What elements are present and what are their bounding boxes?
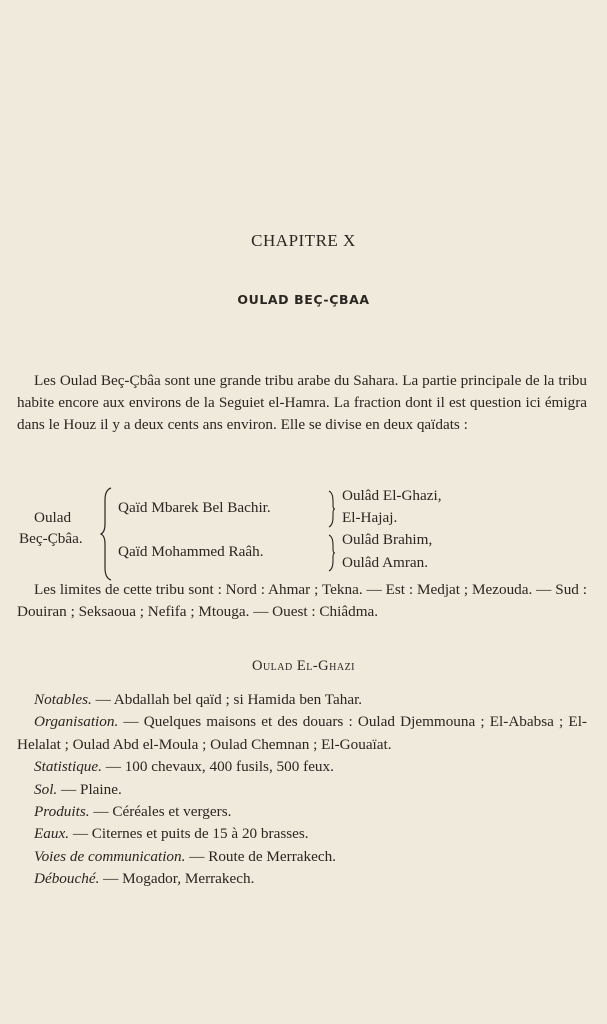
- entry-key: Notables.: [34, 691, 92, 708]
- limits-paragraph: [17, 579, 587, 623]
- right-brace-1-icon: [326, 489, 336, 529]
- right-brace-2-icon: [326, 533, 336, 573]
- entry-key: Débouché.: [34, 870, 100, 888]
- entry-voies: [17, 846, 587, 868]
- entry-text: — Quelques maisons et des douars : Oulad Djemmouna ; El-Ababsa ; El-Helalat ; Oulad Abd el-Moula ; Oulad Chemnan ; El-Gouaïat.: [17, 713, 587, 753]
- fraction-2a: Oulâd Brahim,: [342, 531, 433, 548]
- subsection-heading: Oulad El-Ghazi: [251, 658, 356, 674]
- entry-statistique: [17, 756, 587, 778]
- entries-list: [17, 689, 587, 891]
- chapter-heading: CHAPITRE X: [251, 231, 356, 250]
- entry-text: — Route de Merrakech.: [185, 847, 336, 865]
- entry-debouche: [17, 868, 587, 890]
- entry-key: Produits.: [34, 803, 90, 821]
- fraction-1b: El-Hajaj.: [342, 509, 398, 526]
- entry-key: Sol.: [34, 780, 58, 798]
- tribe-name-line1: Oulad: [34, 509, 72, 526]
- entry-key: Statistique.: [34, 758, 102, 776]
- entry-produits: [17, 801, 587, 823]
- entry-key: Voies de communication.: [34, 847, 186, 865]
- entry-notables: [17, 689, 587, 711]
- fraction-2b: Oulâd Amran.: [342, 554, 429, 571]
- entry-key: Organisation.: [34, 713, 119, 731]
- section-title: OULAD BEÇ-ÇBAA: [237, 292, 370, 307]
- entry-text: — Abdallah bel qaïd ; si Hamida ben Tahar.: [91, 691, 363, 708]
- left-brace-icon: [99, 486, 115, 582]
- entry-text: — Mogador, Merrakech.: [99, 870, 255, 888]
- entry-eaux: [17, 823, 587, 845]
- entry-text: — Céréales et vergers.: [89, 803, 232, 821]
- intro-text: Les Oulad Beç-Çbâa sont une grande tribu arabe du Sahara. La partie principale de la tribu habite encore aux environs de la Seguiet el-Hamra. La fraction dont il est question ici émigra dans le Houz il y a deux cents ans environ. Elle se divise en deux qaïdats :: [17, 372, 587, 433]
- entry-text: — Citernes et puits de 15 à 20 brasses.: [69, 825, 309, 843]
- limits-text: Les limites de cette tribu sont : Nord : Ahmar ; Tekna. — Est : Medjat ; Mezouda. — Sud : Douiran ; Seksaoua ; Nefifa ; Mtouga. — Ouest : Chiâdma.: [17, 581, 587, 620]
- intro-paragraph: [17, 370, 587, 435]
- tribe-name-line2: Beç-Çbâa.: [19, 530, 83, 547]
- qaidat-2-name: Qaïd Mohammed Raâh.: [118, 543, 264, 560]
- entry-text: — 100 chevaux, 400 fusils, 500 feux.: [101, 758, 334, 776]
- entry-sol: [17, 779, 587, 801]
- entry-organisation: [17, 711, 587, 756]
- qaidat-1-name: Qaïd Mbarek Bel Bachir.: [118, 499, 271, 516]
- fraction-1a: Oulâd El-Ghazi,: [342, 487, 442, 504]
- entry-key: Eaux.: [34, 825, 70, 843]
- entry-text: — Plaine.: [57, 780, 122, 798]
